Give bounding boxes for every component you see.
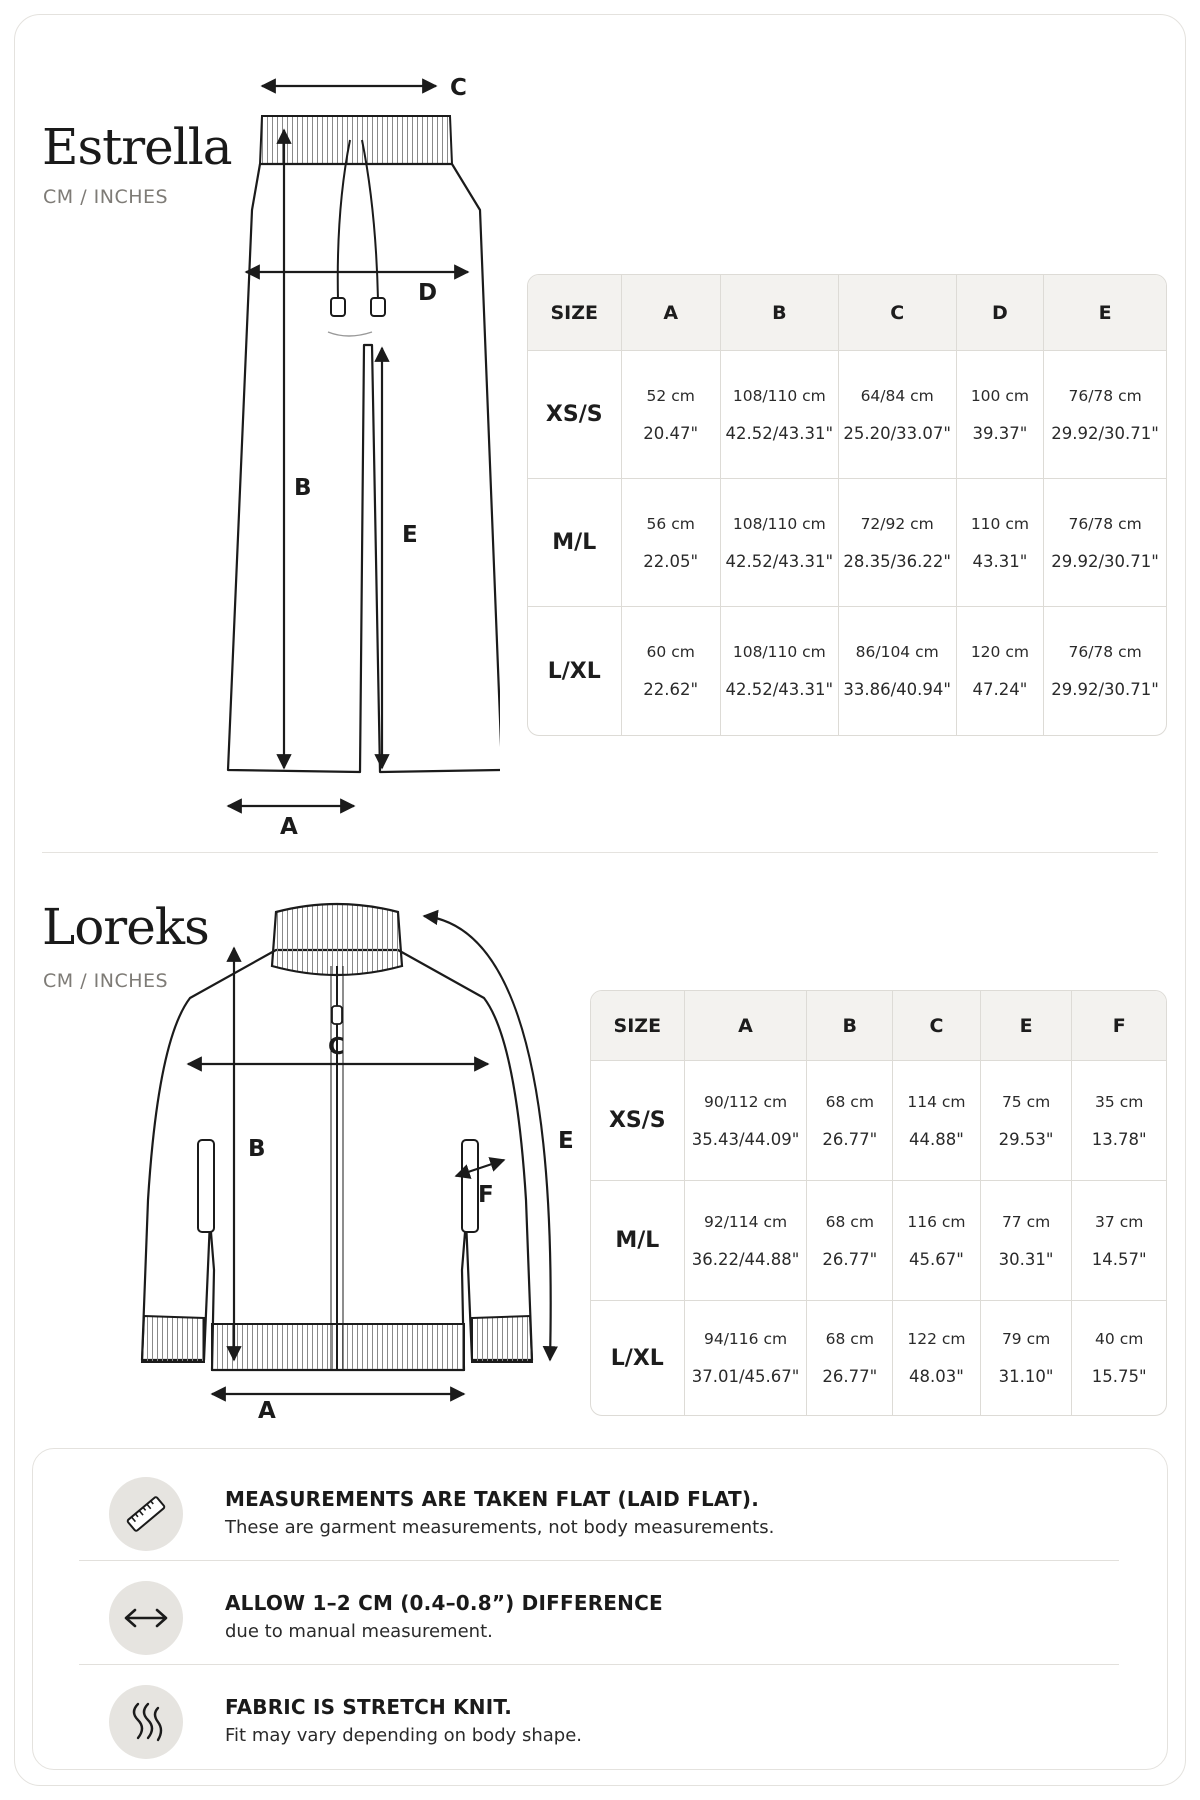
loreks-size-table xyxy=(590,990,1167,1416)
inch-value: 48.03" xyxy=(909,1367,964,1386)
dim-label-e: E xyxy=(402,522,418,548)
measure-cell xyxy=(957,479,1045,607)
table-header-row xyxy=(591,991,1166,1061)
estrella-size-table xyxy=(527,274,1167,736)
measure-cell xyxy=(721,607,839,735)
size-cell: XS/S xyxy=(591,1061,685,1181)
inch-value: 20.47" xyxy=(643,423,699,443)
cm-value: 37 cm xyxy=(1095,1212,1144,1231)
measure-cell xyxy=(839,351,957,479)
dim-label-c: C xyxy=(450,75,467,101)
inch-value: 35.43/44.09" xyxy=(691,1129,800,1149)
inch-value: 13.78" xyxy=(1091,1129,1147,1149)
inch-value: 28.35/36.22" xyxy=(843,551,951,571)
cm-value: 86/104 cm xyxy=(855,643,939,661)
units-label: CM / INCHES xyxy=(43,970,169,992)
cm-value: 116 cm xyxy=(907,1212,966,1231)
table-row xyxy=(528,479,1166,607)
note-title: FABRIC IS STRETCH KNIT. xyxy=(225,1695,512,1719)
cm-value: 122 cm xyxy=(907,1330,966,1348)
measure-cell xyxy=(957,351,1045,479)
measure-cell xyxy=(981,1301,1073,1415)
cm-value: 100 cm xyxy=(970,386,1029,405)
dim-label-c: C xyxy=(328,1034,345,1060)
dim-label-e: E xyxy=(558,1128,574,1154)
measure-cell xyxy=(1044,607,1166,735)
inch-value: 33.86/40.94" xyxy=(843,680,951,699)
size-cell: M/L xyxy=(591,1181,685,1301)
inch-value: 14.57" xyxy=(1091,1249,1147,1269)
table-row xyxy=(528,351,1166,479)
inch-value: 29.53" xyxy=(998,1129,1054,1149)
cm-value: 68 cm xyxy=(825,1330,874,1348)
inch-value: 43.31" xyxy=(972,551,1028,571)
dim-label-b: B xyxy=(294,475,312,501)
inch-value: 37.01/45.67" xyxy=(691,1367,800,1386)
inch-value: 42.52/43.31" xyxy=(725,423,834,443)
measure-cell xyxy=(807,1301,893,1415)
product-title: Estrella xyxy=(42,118,232,176)
jacket-diagram xyxy=(140,900,580,1420)
cm-value: 76/78 cm xyxy=(1068,514,1142,533)
pants-diagram xyxy=(200,60,500,850)
column-header: C xyxy=(893,991,981,1061)
dim-label-a: A xyxy=(258,1398,276,1420)
note-text: due to manual measurement. xyxy=(225,1621,493,1642)
cm-value: 110 cm xyxy=(970,514,1029,533)
cm-value: 92/114 cm xyxy=(703,1212,788,1231)
measure-cell xyxy=(1044,479,1166,607)
measure-cell xyxy=(839,479,957,607)
ruler-icon xyxy=(109,1477,183,1551)
measure-cell xyxy=(1072,1301,1166,1415)
measure-cell xyxy=(622,607,721,735)
estrella-section xyxy=(0,0,1200,850)
cm-value: 72/92 cm xyxy=(860,514,934,533)
measure-cell xyxy=(721,351,839,479)
cm-value: 94/116 cm xyxy=(703,1330,788,1348)
note-item xyxy=(79,1457,1119,1561)
measurement-notes xyxy=(32,1448,1168,1770)
column-header: D xyxy=(957,275,1045,351)
measure-cell xyxy=(981,1061,1073,1181)
column-header: C xyxy=(839,275,957,351)
measure-cell xyxy=(839,607,957,735)
cm-value: 56 cm xyxy=(646,514,695,533)
inch-value: 25.20/33.07" xyxy=(843,423,951,443)
stretch-wave-icon xyxy=(109,1685,183,1759)
cm-value: 77 cm xyxy=(1001,1212,1051,1231)
inch-value: 36.22/44.88" xyxy=(691,1249,800,1269)
inch-value: 26.77" xyxy=(822,1367,878,1386)
cm-value: 114 cm xyxy=(907,1092,966,1111)
size-cell: XS/S xyxy=(528,351,622,479)
units-label: CM / INCHES xyxy=(43,186,169,208)
table-row xyxy=(591,1301,1166,1415)
inch-value: 39.37" xyxy=(972,423,1028,443)
size-cell: M/L xyxy=(528,479,622,607)
measure-cell xyxy=(685,1061,808,1181)
note-item xyxy=(79,1561,1119,1665)
cm-value: 108/110 cm xyxy=(732,643,826,661)
column-header: B xyxy=(721,275,839,351)
inch-value: 26.77" xyxy=(822,1129,878,1149)
loreks-section xyxy=(0,850,1200,1445)
column-header: F xyxy=(1072,991,1166,1061)
inch-value: 45.67" xyxy=(909,1249,964,1269)
measure-cell xyxy=(1072,1061,1166,1181)
cm-value: 35 cm xyxy=(1095,1092,1144,1111)
measure-cell xyxy=(1072,1181,1166,1301)
note-title: MEASUREMENTS ARE TAKEN FLAT (LAID FLAT). xyxy=(225,1487,760,1511)
column-header: B xyxy=(807,991,893,1061)
measure-cell xyxy=(1044,351,1166,479)
cm-value: 108/110 cm xyxy=(732,386,826,405)
cm-value: 52 cm xyxy=(646,386,695,405)
cm-value: 60 cm xyxy=(646,643,695,661)
inch-value: 31.10" xyxy=(998,1367,1054,1386)
double-arrow-icon xyxy=(109,1581,183,1655)
dim-label-d: D xyxy=(418,280,438,306)
note-text: These are garment measurements, not body measurements. xyxy=(225,1517,775,1538)
inch-value: 26.77" xyxy=(822,1249,878,1269)
measure-cell xyxy=(893,1181,981,1301)
measure-cell xyxy=(893,1301,981,1415)
size-cell: L/XL xyxy=(528,607,622,735)
table-header-row xyxy=(528,275,1166,351)
cm-value: 76/78 cm xyxy=(1068,386,1142,405)
cm-value: 90/112 cm xyxy=(703,1092,788,1111)
inch-value: 29.92/30.71" xyxy=(1051,423,1159,443)
measure-cell xyxy=(807,1181,893,1301)
cm-value: 120 cm xyxy=(970,643,1029,661)
cm-value: 108/110 cm xyxy=(732,514,826,533)
column-header: A xyxy=(685,991,808,1061)
inch-value: 44.88" xyxy=(909,1129,964,1149)
note-text: Fit may vary depending on body shape. xyxy=(225,1725,583,1746)
measure-cell xyxy=(981,1181,1073,1301)
column-header: SIZE xyxy=(528,275,622,351)
measure-cell xyxy=(957,607,1045,735)
column-header: E xyxy=(981,991,1073,1061)
inch-value: 42.52/43.31" xyxy=(725,551,834,571)
cm-value: 76/78 cm xyxy=(1068,643,1142,661)
table-row xyxy=(528,607,1166,735)
dim-label-b: B xyxy=(248,1136,266,1162)
column-header: A xyxy=(622,275,721,351)
inch-value: 15.75" xyxy=(1091,1367,1147,1386)
measure-cell xyxy=(893,1061,981,1181)
measure-cell xyxy=(622,479,721,607)
measure-cell xyxy=(685,1181,808,1301)
inch-value: 22.62" xyxy=(643,680,699,699)
cm-value: 40 cm xyxy=(1095,1330,1144,1348)
column-header: E xyxy=(1044,275,1166,351)
inch-value: 42.52/43.31" xyxy=(725,680,834,699)
measure-cell xyxy=(721,479,839,607)
cm-value: 68 cm xyxy=(825,1092,874,1111)
product-title: Loreks xyxy=(42,898,209,956)
dim-label-a: A xyxy=(280,814,298,840)
measure-cell xyxy=(807,1061,893,1181)
inch-value: 30.31" xyxy=(998,1249,1054,1269)
measure-cell xyxy=(622,351,721,479)
cm-value: 68 cm xyxy=(825,1212,874,1231)
table-row xyxy=(591,1181,1166,1301)
measure-cell xyxy=(685,1301,808,1415)
cm-value: 64/84 cm xyxy=(860,386,934,405)
inch-value: 29.92/30.71" xyxy=(1051,680,1159,699)
inch-value: 47.24" xyxy=(972,680,1028,699)
table-row xyxy=(591,1061,1166,1181)
inch-value: 29.92/30.71" xyxy=(1051,551,1159,571)
column-header: SIZE xyxy=(591,991,685,1061)
size-cell: L/XL xyxy=(591,1301,685,1415)
dim-label-f: F xyxy=(478,1182,494,1208)
note-title: ALLOW 1–2 CM (0.4–0.8”) DIFFERENCE xyxy=(225,1591,663,1615)
cm-value: 75 cm xyxy=(1001,1092,1051,1111)
cm-value: 79 cm xyxy=(1001,1330,1051,1348)
note-item xyxy=(79,1665,1119,1769)
inch-value: 22.05" xyxy=(643,551,699,571)
